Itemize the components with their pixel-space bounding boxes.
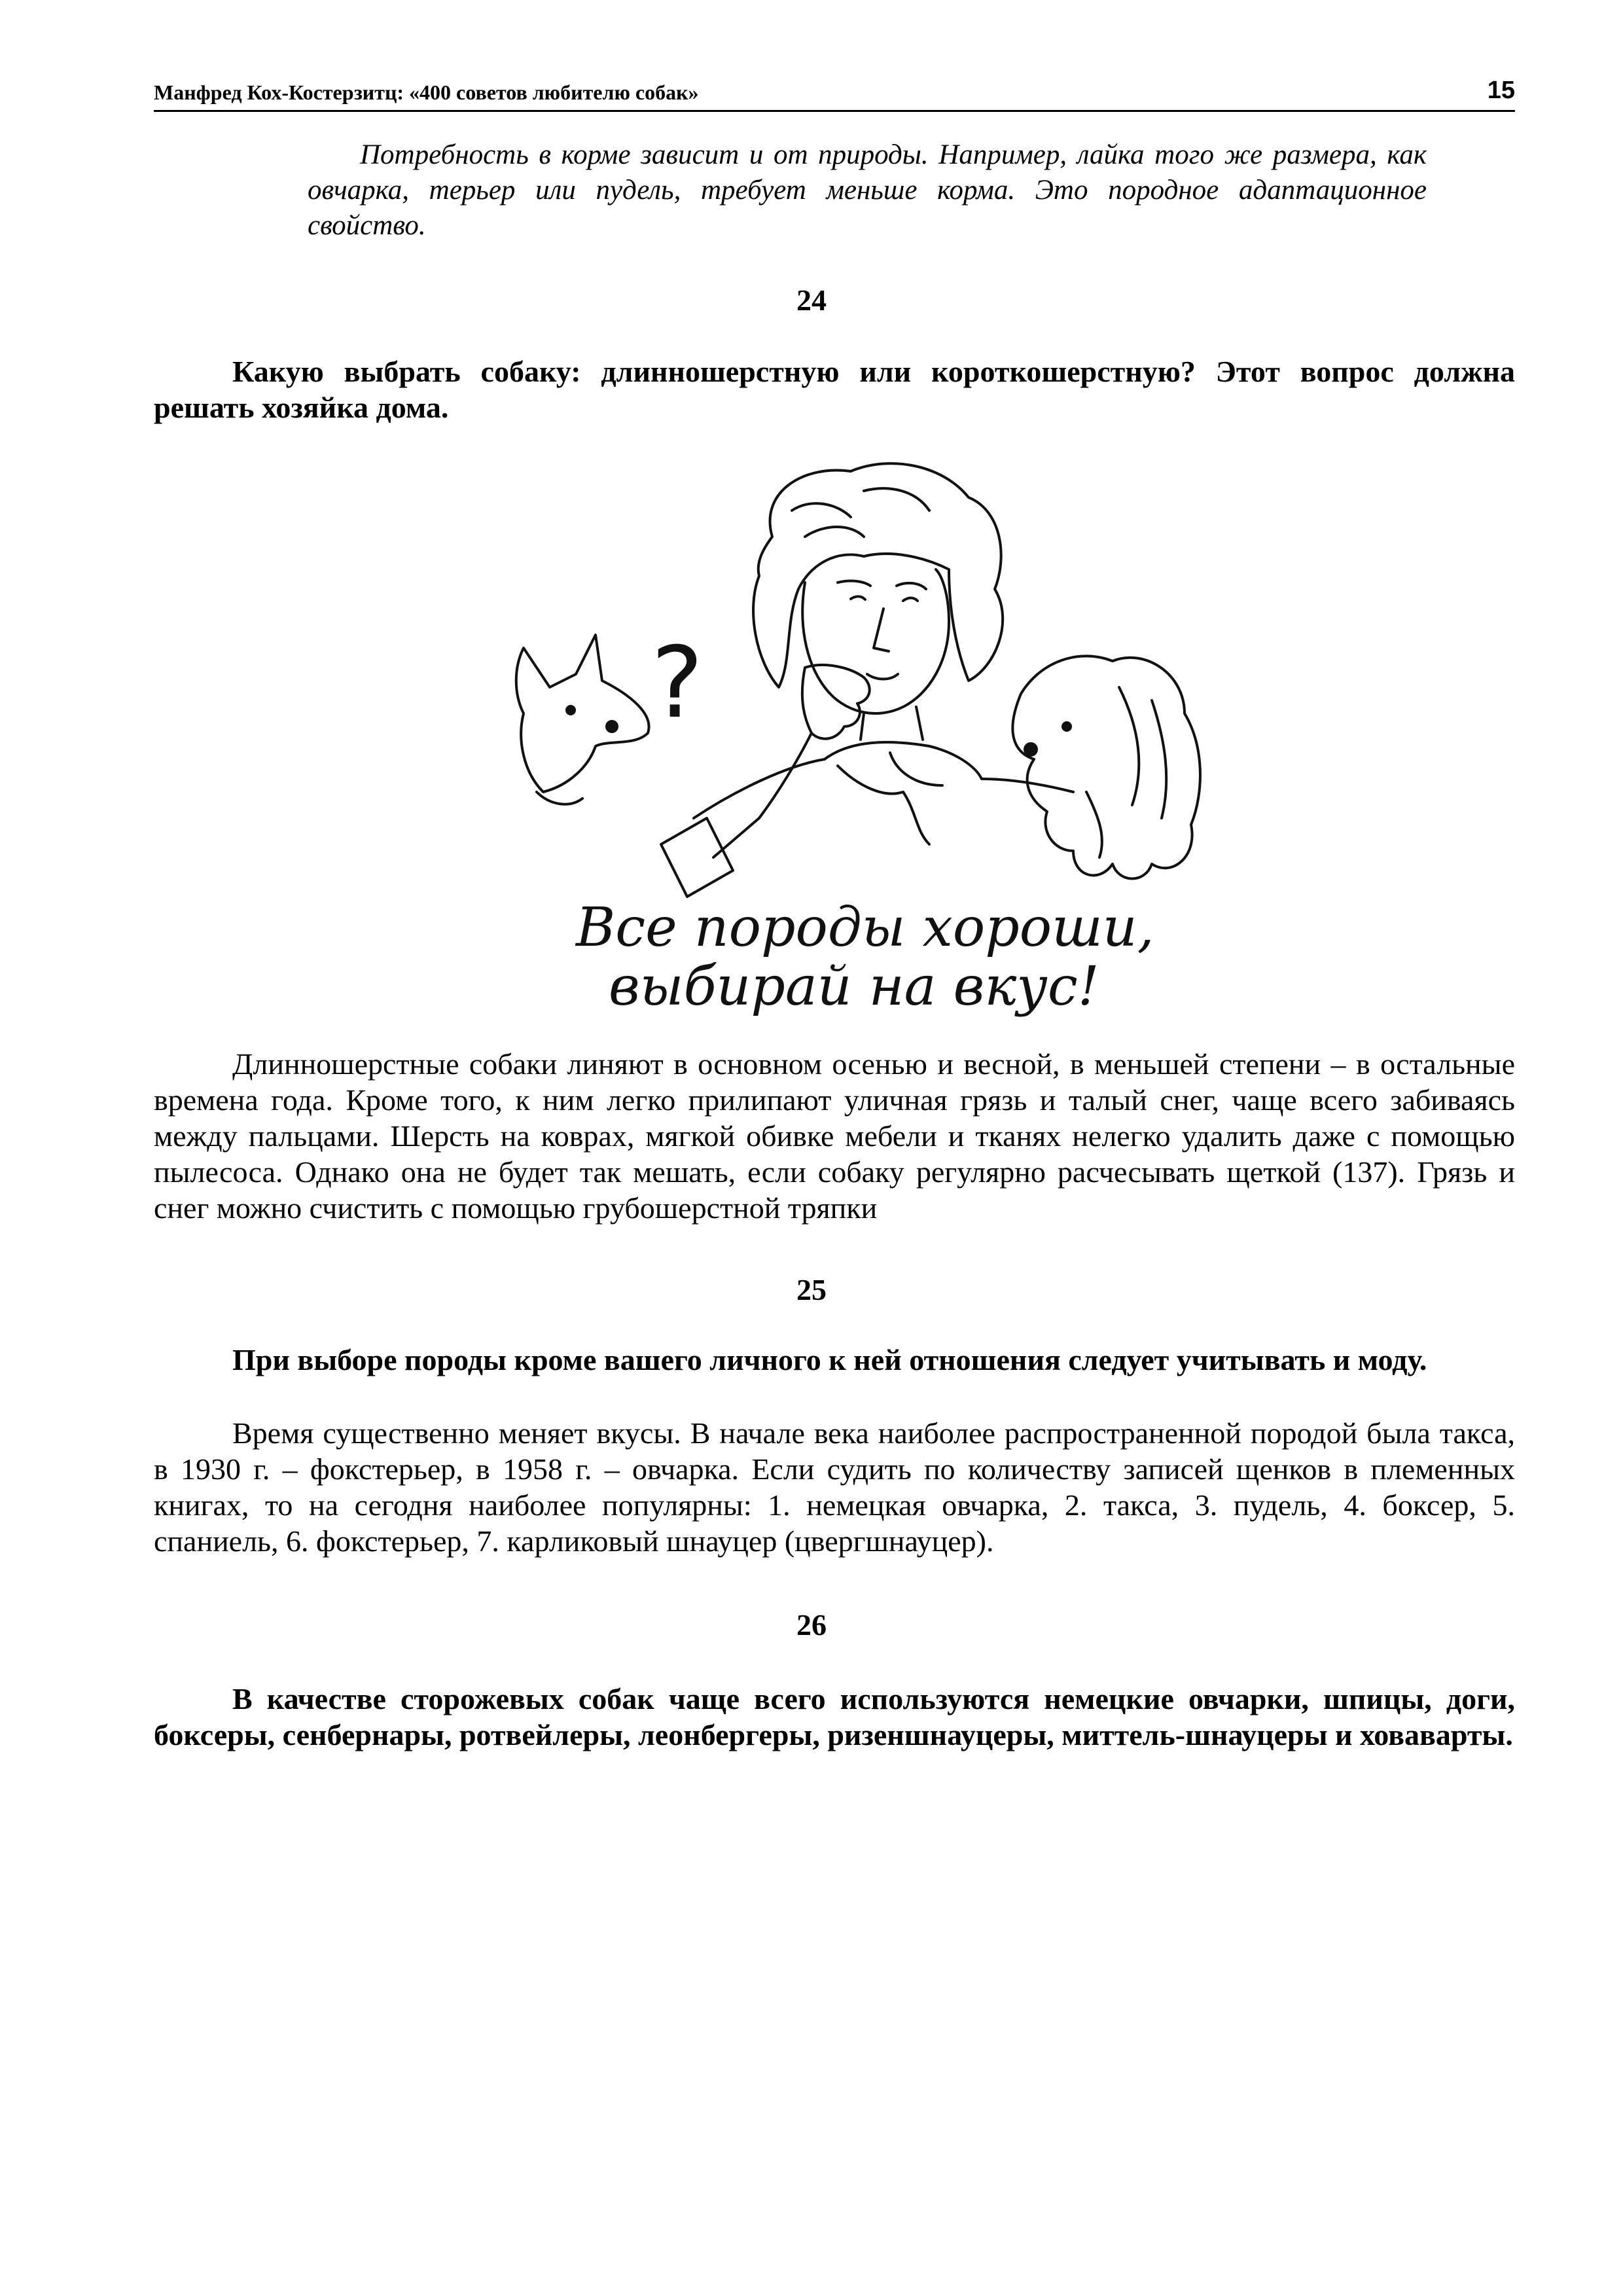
right-dog bbox=[1012, 656, 1200, 878]
woman-scarf bbox=[825, 742, 982, 844]
running-header bbox=[154, 73, 1515, 112]
woman-hand bbox=[802, 665, 870, 739]
section-number-24: 24 bbox=[796, 283, 827, 317]
illustration-caption-line2: выбирай на вкус! bbox=[609, 956, 1099, 1018]
section-number-26: 26 bbox=[796, 1608, 827, 1641]
section-number-25: 25 bbox=[796, 1273, 827, 1306]
woman-hair bbox=[753, 463, 1003, 687]
question-mark-icon: ? bbox=[651, 626, 704, 740]
section-25-heading: При выборе породы кроме вашего личного к ней отношения следует учитывать и моду. bbox=[232, 1343, 1427, 1376]
left-dog bbox=[516, 635, 649, 792]
page-number: 15 bbox=[1487, 77, 1515, 104]
book-title: Манфред Кох-Костерзитц: «400 советов любителю собак» bbox=[154, 81, 699, 104]
illustration-caption-line1: Все породы хороши, bbox=[576, 897, 1154, 959]
section-26-heading: В качестве сторожевых собак чаще всего используются немецкие овчарки, шпицы, доги, боксеры, сенбернары, ротвейлеры, леонбергеры, ризеншнауцеры, миттель-шнауцеры и ховаварты. bbox=[154, 1682, 1515, 1751]
section-24-heading: Какую выбрать собаку: длинношерстную или короткошерстную? Этот вопрос должна решать хозяйка дома. bbox=[154, 355, 1515, 424]
intro-note: Потребность в корме зависит и от природы. Например, лайка того же размера, как овчарка, терьер или пудель, требует меньше корма. Это породное адаптационное свойство. bbox=[308, 139, 1427, 241]
section-25-body: Время существенно меняет вкусы. В начале века наиболее распространенной породой была такса, в 1930 г. – фокстерьер, в 1958 г. – овчарка. Если судить по количеству записей щенков в племенных книгах, то на сегодня наиболее популярны: 1. немецкая овчарка, 2. такса, 3. пудель, 4. боксер, 5. спаниель, 6. фокстерьер, 7. карликовый шнауцер (цвергшнауцер). bbox=[154, 1416, 1515, 1558]
section-24-body: Длинношерстные собаки линяют в основном осенью и весной, в меньшей степени – в остальные времена года. Кроме того, к ним легко прилипают уличная грязь и талый снег, чаще всего забиваясь между пальцами. Шерсть на коврах, мягкой обивке мебели и тканях нелегко удалить даже с помощью пылесоса. Однако она не будет так мешать, если собаку регулярно расчесывать щеткой (137). Грязь и снег можно счистить с помощью грубошерстной тряпки bbox=[154, 1047, 1515, 1225]
illustration-woman-with-dogs bbox=[497, 452, 1237, 1021]
